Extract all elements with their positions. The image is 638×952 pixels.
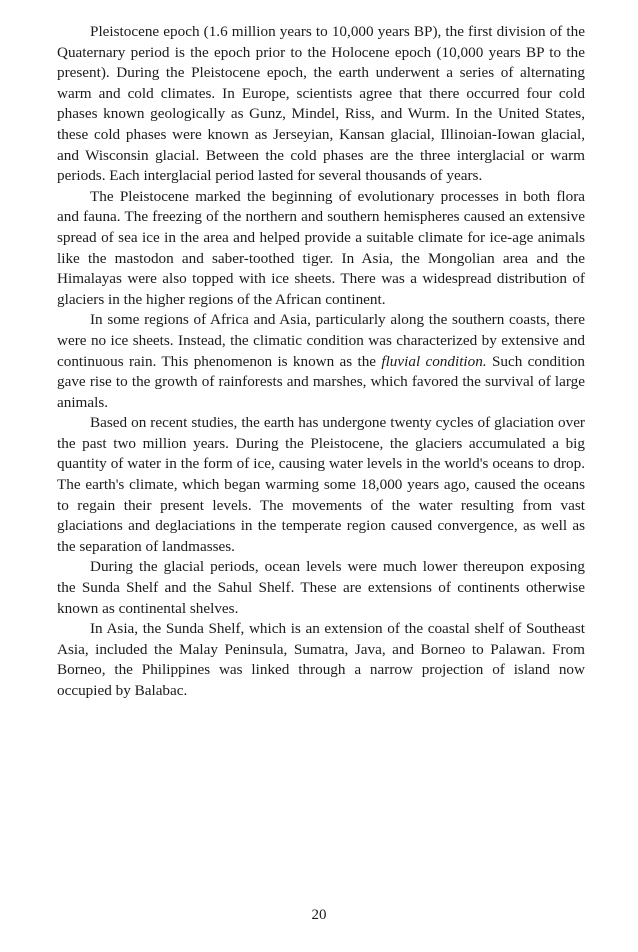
paragraph-fluvial-condition [57, 310, 585, 413]
fluvial-text-after: Such condition gave rise to the growth of rainforests and marshes, which favored the survival of large animals. [57, 352, 585, 411]
paragraph-pleistocene-epoch: Pleistocene epoch (1.6 million years to 10,000 years BP), the first division of the Quaternary period is the epoch prior to the Holocene epoch (10,000 years BP to the present). During the Pleistocene epoch, the earth underwent a series of alternating warm and cold climates. In Europe, scientists agree that there occurred four cold phases known geologically as Gunz, Mindel, Riss, and Wurm. In the United States, these cold phases were known as Jerseyian, Kansan glacial, Illinoian-Iowan glacial, and Wisconsin glacial. Between the cold phases are the three interglacial or warm periods. Each interglacial period lasted for several thousands of years. [57, 23, 585, 185]
paragraph-sunda-shelf: In Asia, the Sunda Shelf, which is an extension of the coastal shelf of Southeast Asia, included the Malay Peninsula, Sumatra, Java, and Borneo to Palawan. From Borneo, the Philippines was linked through a narrow projection of island now occupied by Balabac. [57, 620, 585, 699]
paragraph-evolutionary-processes: The Pleistocene marked the beginning of evolutionary processes in both flora and fauna. The freezing of the northern and southern hemispheres caused an extensive spread of sea ice in the area and helped provide a suitable climate for ice-age animals like the mastodon and saber-toothed tiger. In Asia, the Mongolian area and the Himalayas were also topped with ice sheets. There was a widespread distribution of glaciers in the higher regions of the African continent. [57, 187, 585, 308]
paragraph-glaciation-cycles: Based on recent studies, the earth has undergone twenty cycles of glaciation over the past two million years. During the Pleistocene, the glaciers accumulated a big quantity of water in the form of ice, causing water levels in the world's oceans to drop. The earth's climate, which began warming some 18,000 years ago, caused the oceans to regain their present levels. The movements of the water resulting from vast glaciations and deglaciations in the temperate region caused convergence, as well as the separation of landmasses. [57, 414, 585, 555]
fluvial-condition-term: fluvial condition. [381, 352, 487, 370]
page-number: 20 [311, 907, 327, 923]
fluvial-text-before: In some regions of Africa and Asia, particularly along the southern coasts, there were no ice sheets. Instead, the climatic condition was characterized by extensive and continuous rain. This phenomenon is known as the [57, 311, 585, 370]
paragraph-glacial-periods: During the glacial periods, ocean levels were much lower thereupon exposing the Sunda Shelf and the Sahul Shelf. These are extensions of continents otherwise known as continental shelves. [57, 558, 585, 617]
document-body [57, 22, 585, 702]
